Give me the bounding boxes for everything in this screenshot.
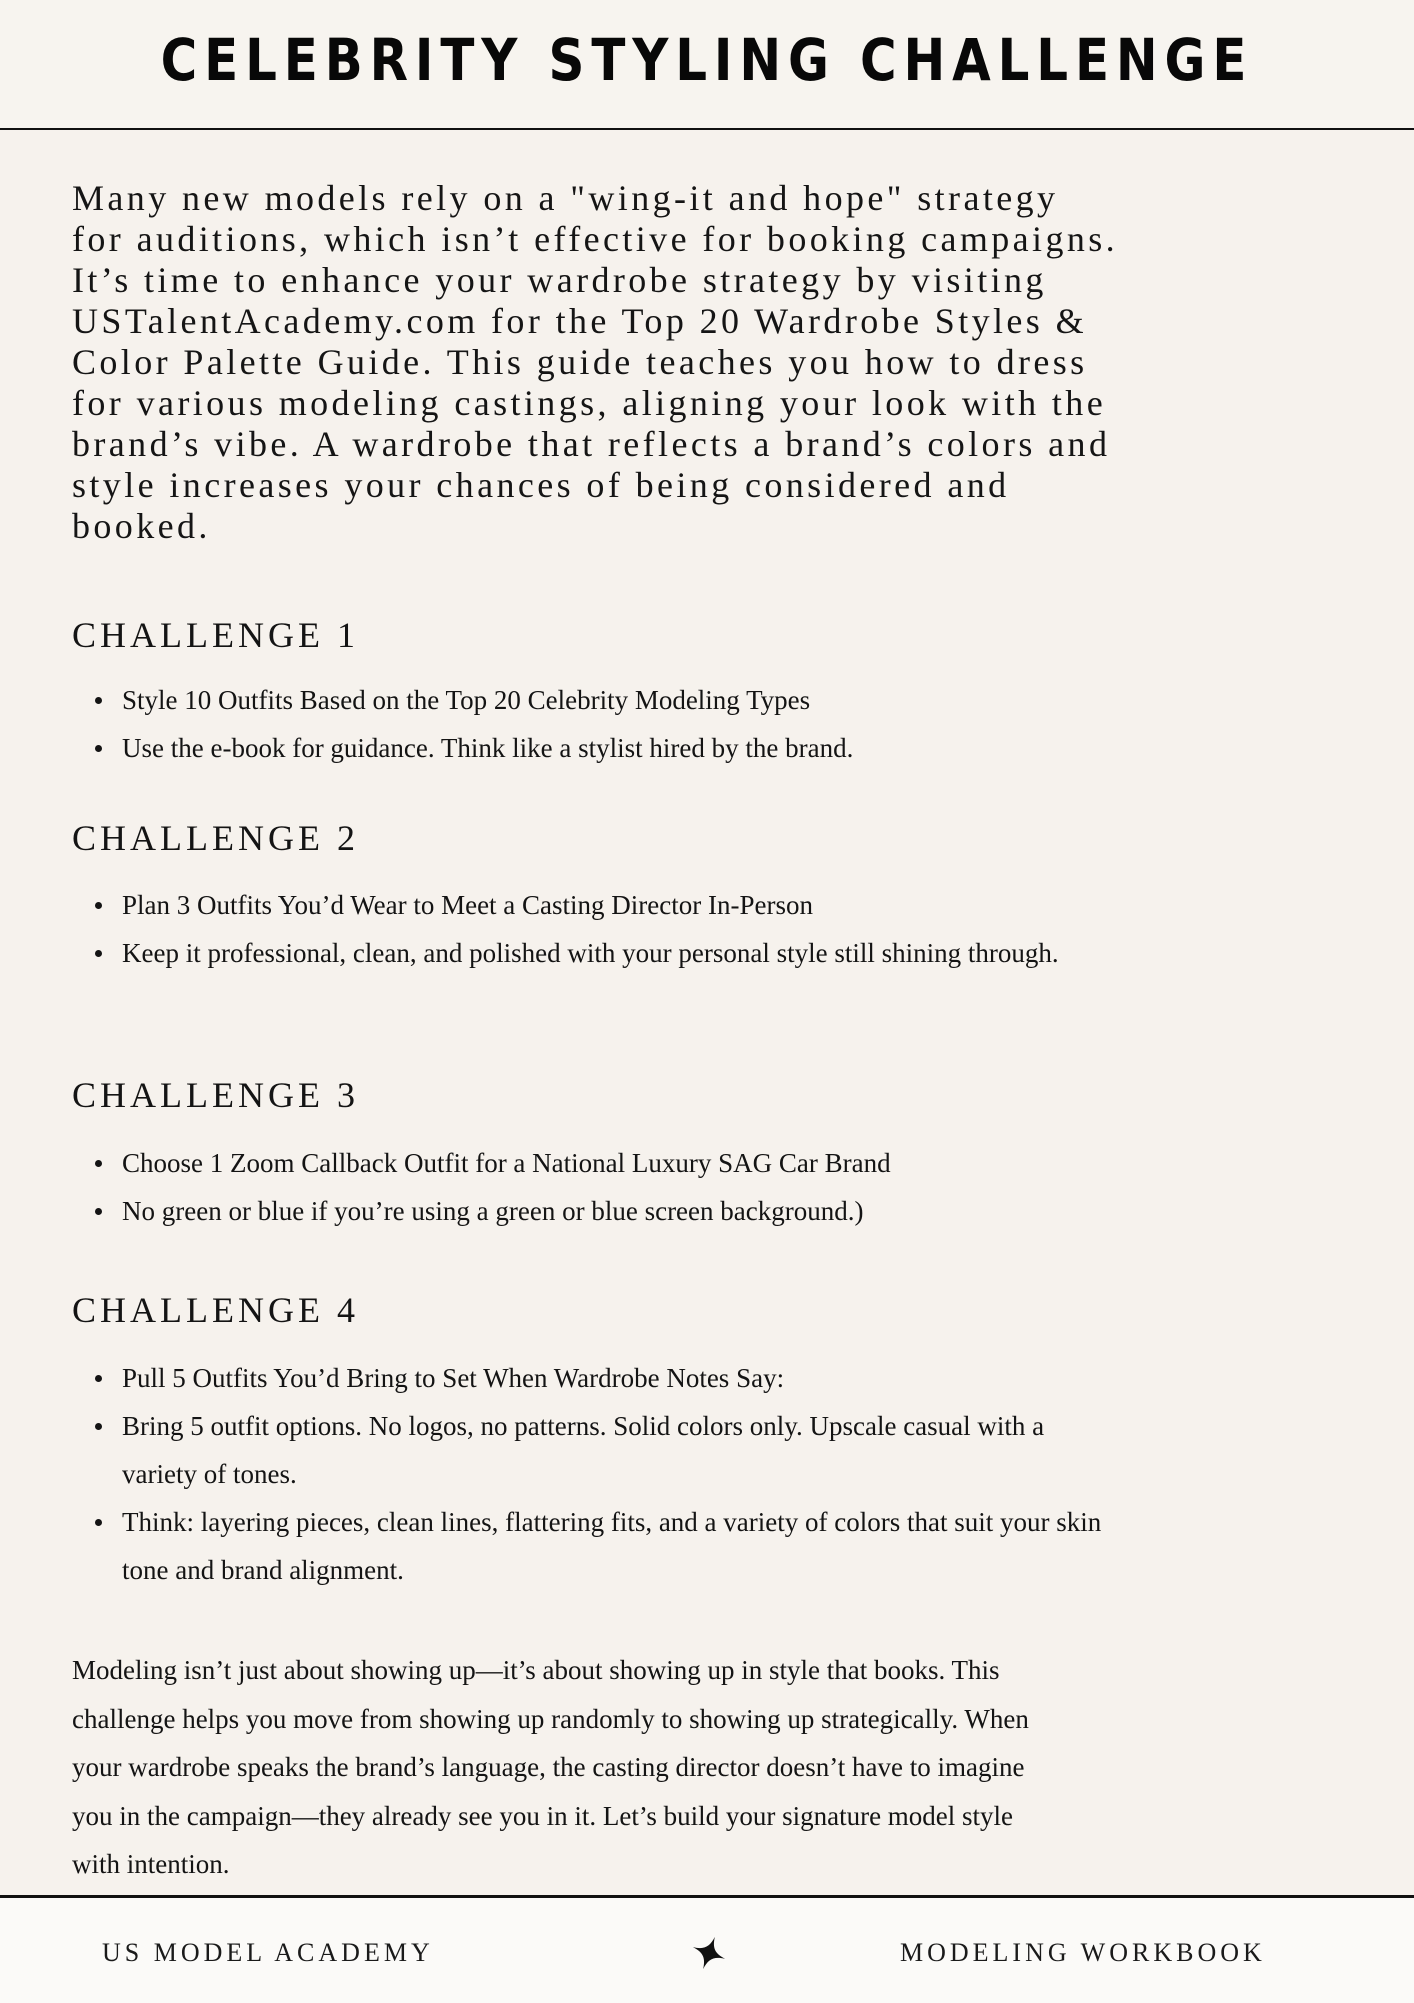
intro-line: Many new models rely on a "wing-it and hope" strategy [72, 178, 1059, 218]
intro-section [72, 178, 1342, 547]
page-title: CELEBRITY STYLING CHALLENGE [160, 26, 1254, 94]
closing-line: your wardrobe speaks the brand’s language, the casting director doesn’t have to imagine [72, 1752, 1025, 1782]
challenge-1-heading: CHALLENGE 1 [72, 615, 359, 655]
challenge-4-heading: CHALLENGE 4 [72, 1290, 359, 1330]
list-item-text: Think: layering pieces, clean lines, flattering fits, and a variety of colors that suit your skin [122, 1507, 1102, 1537]
challenge-2-heading: CHALLENGE 2 [72, 818, 359, 858]
list-item [122, 1498, 1402, 1594]
list-item-text: Pull 5 Outfits You’d Bring to Set When Wardrobe Notes Say: [122, 1363, 785, 1393]
closing-line: challenge helps you move from showing up randomly to showing up strategically. When [72, 1703, 1029, 1734]
closing-paragraph [72, 1646, 1342, 1889]
challenge-3-heading: CHALLENGE 3 [72, 1075, 359, 1115]
intro-line: Color Palette Guide. This guide teaches you how to dress [72, 342, 1088, 382]
intro-line: for auditions, which isn’t effective for booking campaigns. [72, 219, 1119, 259]
list-item [122, 676, 1402, 724]
page-footer [0, 1895, 1414, 2003]
intro-line: USTalentAcademy.com for the Top 20 Wardrobe Styles & [72, 301, 1088, 341]
list-item-text: Plan 3 Outfits You’d Wear to Meet a Casting Director In-Person [122, 890, 813, 920]
page-header [0, 0, 1414, 130]
list-item [122, 1354, 1402, 1402]
footer-brand: US MODEL ACADEMY [102, 1938, 434, 1967]
intro-line: for various modeling castings, aligning your look with the [72, 383, 1107, 423]
intro-paragraph [72, 178, 1342, 547]
closing-line: Modeling isn’t just about showing up—it’s about showing up in style that books. This [72, 1655, 1000, 1685]
list-item [122, 724, 1402, 772]
intro-line: brand’s vibe. A wardrobe that reflects a brand’s colors and [72, 424, 1111, 464]
challenge-4-list [72, 1354, 1402, 1594]
list-item-text: variety of tones. [122, 1459, 297, 1489]
list-item-text: Style 10 Outfits Based on the Top 20 Celebrity Modeling Types [122, 685, 811, 715]
intro-line: It’s time to enhance your wardrobe strategy by visiting [72, 260, 1047, 300]
list-item-text: Choose 1 Zoom Callback Outfit for a National Luxury SAG Car Brand [122, 1148, 891, 1178]
list-item-text: Bring 5 outfit options. No logos, no patterns. Solid colors only. Upscale casual with a [122, 1411, 1045, 1441]
list-item-text: tone and brand alignment. [122, 1555, 404, 1585]
list-item [122, 1139, 1402, 1187]
challenge-2-list [72, 881, 1402, 977]
footer-workbook-label: MODELING WORKBOOK [900, 1938, 1266, 1967]
challenge-1-list [72, 676, 1402, 772]
sparkle-star-icon [690, 1934, 728, 1972]
list-item [122, 929, 1402, 977]
list-item [122, 1402, 1402, 1498]
intro-line: booked. [72, 506, 211, 546]
intro-line: style increases your chances of being considered and [72, 465, 1010, 505]
list-item [122, 881, 1402, 929]
list-item-text: Keep it professional, clean, and polished with your personal style still shining through. [122, 938, 1059, 968]
closing-line: you in the campaign—they already see you in it. Let’s build your signature model style [72, 1800, 1014, 1831]
list-item-text: No green or blue if you’re using a green or blue screen background.) [122, 1196, 864, 1226]
list-item-text: Use the e-book for guidance. Think like a stylist hired by the brand. [122, 733, 854, 763]
list-item [122, 1187, 1402, 1235]
closing-line: with intention. [72, 1849, 230, 1879]
challenge-3-list [72, 1139, 1402, 1235]
